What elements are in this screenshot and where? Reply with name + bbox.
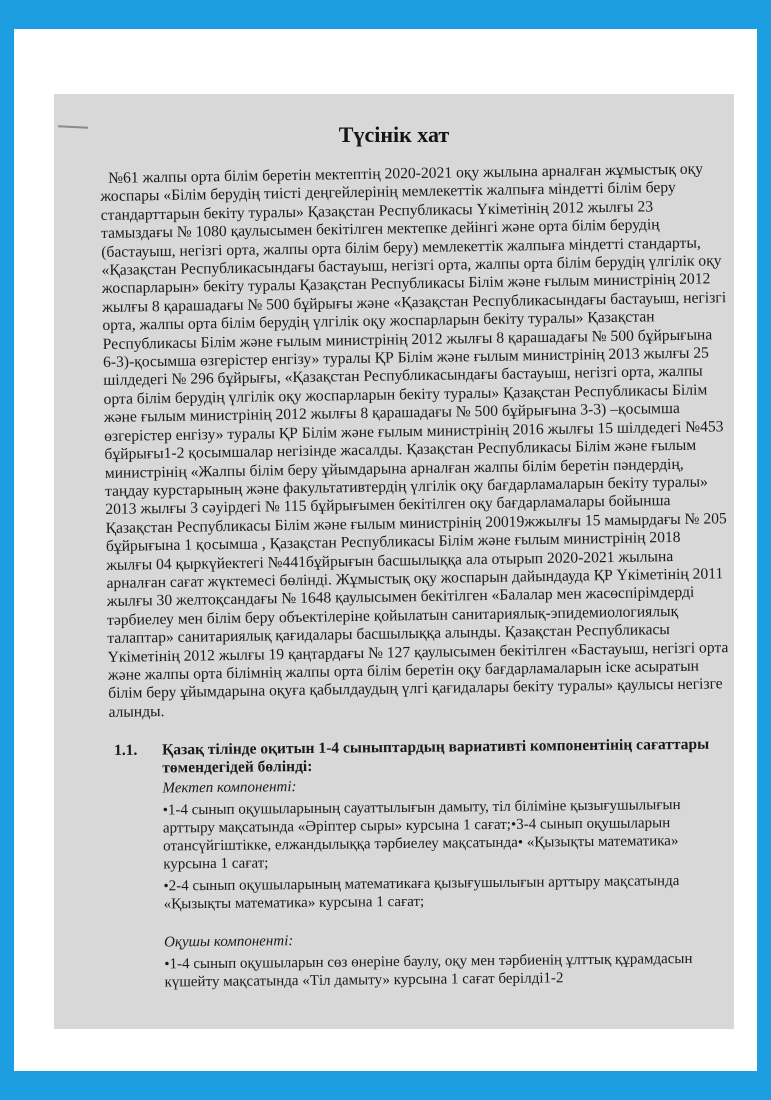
- paragraph-text: №61 жалпы орта білім беретін мектептің 2020-2021 оқу жылына арналған жұмыстық оқу жоспары «Білім берудің тиісті деңгейлерінің мемлекеттік жалпыға міндетті білім беру стандарттарын бекіту туралы» Қазақстан Республикасы Үкіметінің 2012 жылғы 23 тамыздағы № 1080 қаулысымен бекітілген мектепке дейінгі және орта білім берудің (бастауыш, негізгі орта, жалпы орта білім беру) мемлекеттік жалпыға міндетті стандарты, «Қазақстан Республикасындағы бастауыш, негізгі орта, жалпы орта білім берудің үлгілік оқу жоспарларын» бекіту туралы Қазақстан Республикасы Білім және ғылым министрінің 2012 жылғы 8 қарашадағы № 500 бұйрығы және «Қазақстан Республикасындағы бастауыш, негізгі орта, жалпы орта білім берудің үлгілік оқу жоспарларын бекіту туралы» Қазақстан Республикасы Білім және ғылым министрінің 2012 жылғы 8 қарашадағы № 500 бұйрығына 6-3)-қосымша өзгерістер енгізу» туралы ҚР Білім және ғылым министрінің 2013 жылғы 25 шілдедегі № 296 бұйрығы, «Қазақстан Республикасындағы бастауыш, негізгі орта, жалпы орта білім берудің үлгілік оқу жоспарларын бекіту туралы» Қазақстан Республикасы Білім және ғылым министрінің 2012 жылғы 8 қарашадағы № 500 бұйрығына 3-3) –қосымша өзгерістер енгізу» туралы ҚР Білім және ғылым министрінің 2016 жылғы 15 шілдедегі №453 бұйрығы1-2 қосымшалар негізінде жасалды. Қазақстан Республикасы Білім және ғылым министрінің «Жалпы білім беру ұйымдарына арналған жалпы білім беретін пәндердің, таңдау курстарының және факультативтердің үлгілік оқу бағдарламаларын бекіту туралы» 2013 жылғы 3 сәуірдегі № 115 бұйрығымен бекітілген оқу бағдарламалары бойынша Қазақстан Республикасы Білім және ғылым министрінің 20019жжылғы 15 мамырдағы № 205 бұйрығына 1 қосымша , Қазақстан Республикасы Білім және ғылым министрінің 2018 жылғы 04 қыркүйектегі №441бұйрығын басшылыққа ала отырып 2020-2021 жылына арналған сағат жүктемесі бөлінді. Жұмыстық оқу жоспарын дайындауда ҚР Үкіметінің 2011 жылғы 30 желтоқсандағы № 1648 қаулысымен бекітілген «Балалар мен жасөспірімдерді тәрбиелеу мен білім беру объектілеріне қойылатын санитариялық-эпидемиологиялық талаптар» санитариялық қағидалары басшылыққа алынды. Қазақстан Республикасы Үкіметінің 2012 жылғы 19 қаңтардағы № 127 қаулысымен бекітілген «Бастауыш, негізгі орта және жалпы орта білімнің жалпы орта білім беретін оқу бағдарламаларын іске асыратын білім беру ұйымдарына оқуға қабылдаудың үлгі қағидалары бекіту туралы» қаулысы негізге алынды.: [100, 160, 729, 721]
- school-component-label: Мектеп компоненті:: [162, 779, 297, 797]
- list-item: •1-4 сынып оқушыларын сөз өнеріне баулу, оқу мен тәрбиенің ұлттық құрамдасын күшейту мақсатында «Тіл дамыту» курсына 1 сағат берілді1-2: [164, 950, 693, 991]
- list-item: •2-4 сынып оқушыларының математикаға қызығушылығын арттыру мақсатында «Қызықты математика» курсына 1 сағат;: [163, 873, 680, 913]
- explanatory-paragraph: [100, 160, 733, 722]
- page-frame: [14, 29, 757, 1071]
- student-component-label: Оқушы компоненті:: [164, 933, 294, 951]
- section-title: Қазақ тілінде оқитын 1-4 сыныптардың вариативті компонентінің сағаттары төмендегідей бөлінді:: [161, 735, 710, 777]
- document-title: Түсінік хат: [338, 122, 450, 147]
- section-1-1: [114, 736, 717, 992]
- list-item: •1-4 сынып оқушыларының сауаттылығын дамыту, тіл біліміне қызығушылығын арттыру мақсатында «Әріптер сыры» курсына 1 сағат;•3-4 сынып оқушыларын отансүйгіштікке, елжандылыққа тәрбиелеу мақсатында• «Қызықты математика» курсына 1 сағат;: [162, 797, 681, 873]
- scanned-document: [54, 94, 734, 1029]
- section-heading: [114, 736, 714, 778]
- section-number: 1.1.: [114, 741, 138, 759]
